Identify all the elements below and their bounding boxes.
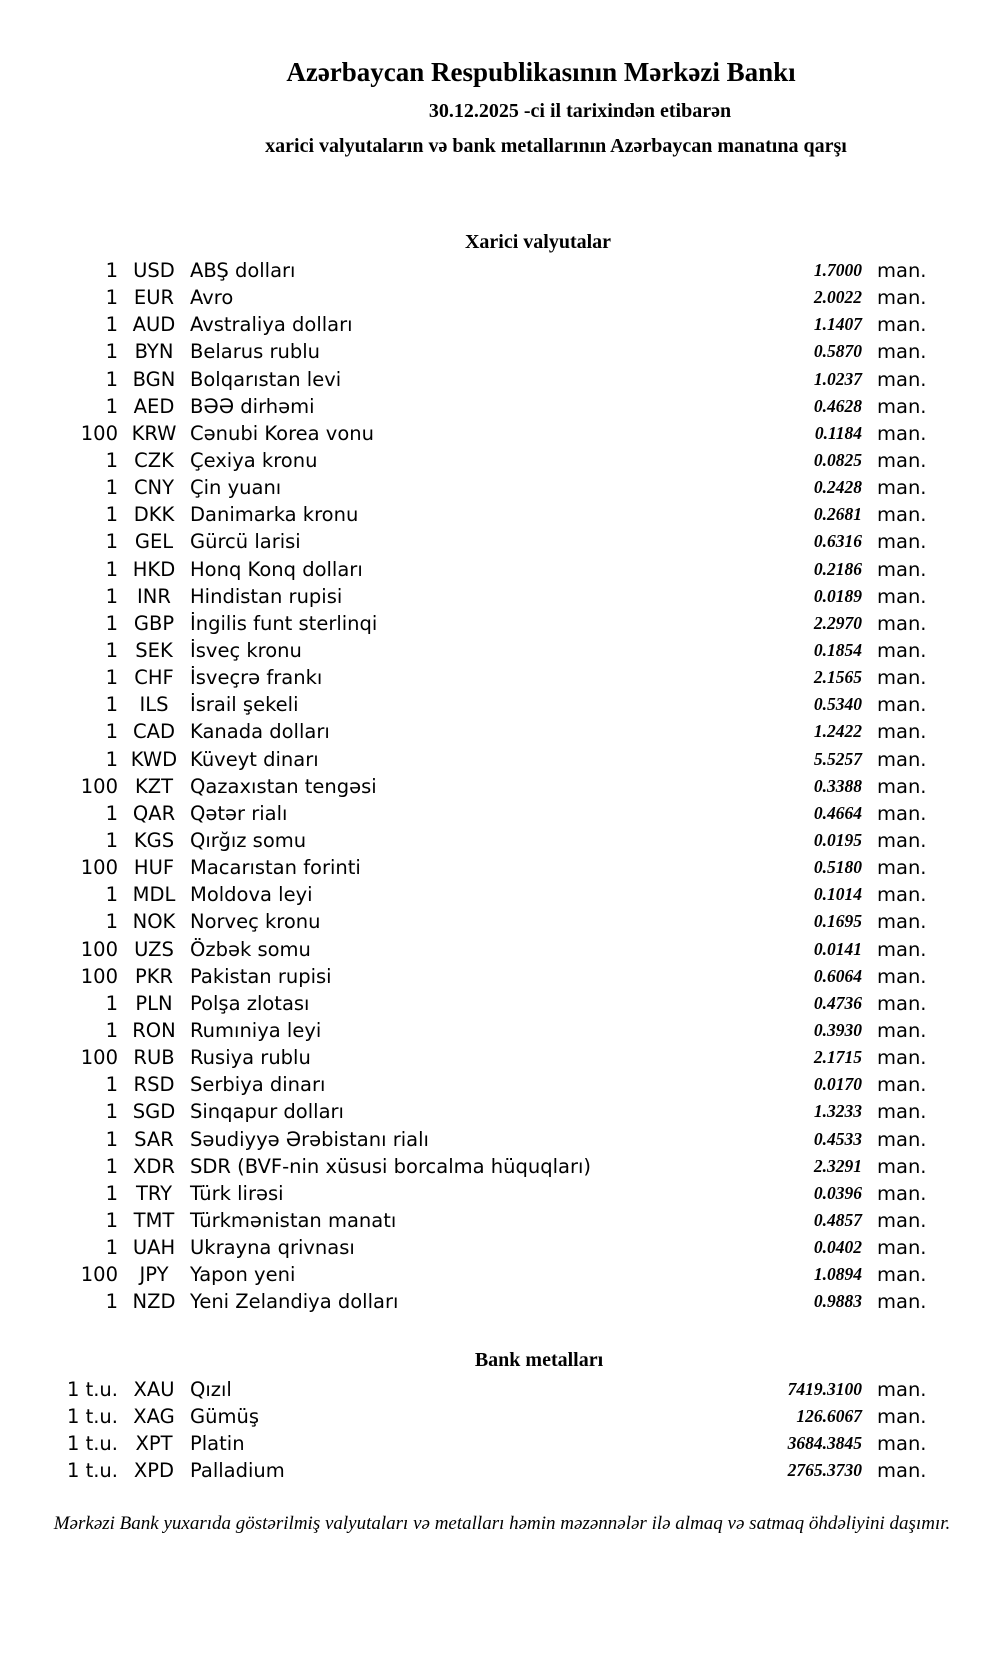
unit-label-cell: man. xyxy=(877,1236,927,1260)
currency-code-cell: JPY xyxy=(139,1263,169,1287)
quantity-cell: 1 xyxy=(105,557,118,581)
rate-value-cell: 1.3233 xyxy=(813,1101,862,1122)
currency-name-cell: Rusiya rublu xyxy=(190,1046,311,1070)
quantity-cell: 1 xyxy=(105,530,118,554)
page-title: Azərbaycan Respublikasının Mərkəzi Bankı xyxy=(286,57,796,87)
currency-name-cell: Qazaxıstan tengəsi xyxy=(190,774,377,798)
quantity-cell: 1 xyxy=(105,720,118,744)
currency-name-cell: SDR (BVF-nin xüsusi borcalma hüquqları) xyxy=(190,1154,592,1178)
rate-row xyxy=(0,447,928,474)
rate-row xyxy=(0,1044,928,1071)
unit-label-cell: man. xyxy=(877,1073,927,1097)
quantity-cell: 1 xyxy=(105,1073,118,1097)
unit-label-cell: man. xyxy=(877,1019,927,1042)
quantity-cell: 1 xyxy=(105,883,118,907)
currency-name-cell: Qətər rialı xyxy=(190,801,288,825)
rate-row xyxy=(0,773,928,800)
rate-row xyxy=(0,338,928,365)
rate-value-cell: 0.5870 xyxy=(813,341,862,362)
quantity-cell: 1 xyxy=(105,1236,118,1260)
currency-code-cell: BGN xyxy=(132,367,176,391)
currency-code-cell: MDL xyxy=(132,883,176,907)
currency-name-cell: BƏƏ dirhəmi xyxy=(190,394,315,418)
unit-label-cell: man. xyxy=(877,720,927,744)
unit-label-cell: man. xyxy=(877,1404,927,1428)
unit-label-cell: man. xyxy=(877,1208,927,1232)
currency-code-cell: SGD xyxy=(132,1100,176,1124)
quantity-cell: 1 xyxy=(105,340,118,364)
unit-label-cell: man. xyxy=(877,693,927,717)
rate-value-cell: 0.4857 xyxy=(813,1209,862,1230)
rate-row xyxy=(0,637,928,664)
currency-code-cell: QAR xyxy=(132,801,176,825)
rate-value-cell: 0.2428 xyxy=(813,477,862,498)
currency-code-cell: EUR xyxy=(133,286,175,310)
currency-code-cell: ILS xyxy=(139,693,169,717)
currency-code-cell: NZD xyxy=(132,1290,176,1314)
currency-code-cell: KWD xyxy=(130,747,178,771)
currency-code-cell: XAU xyxy=(133,1377,175,1401)
currency-name-cell: Polşa zlotası xyxy=(190,991,310,1015)
quantity-cell: 100 xyxy=(80,937,118,961)
quantity-cell: 1 xyxy=(105,991,118,1015)
rate-value-cell: 2765.3730 xyxy=(787,1459,862,1480)
unit-label-cell: man. xyxy=(877,964,927,988)
currency-code-cell: XPD xyxy=(133,1458,175,1482)
rate-value-cell: 0.0195 xyxy=(813,830,862,851)
rate-value-cell: 0.1854 xyxy=(813,640,862,661)
rate-value-cell: 0.4664 xyxy=(813,802,862,823)
unit-label-cell: man. xyxy=(877,774,927,798)
disclaimer-text: Mərkəzi Bank yuxarıda göstərilmiş valyutaları və metalları həmin məzənnələr ilə almaq və satmaq öhdəliyini daşımır. xyxy=(53,1513,951,1535)
currency-name-cell: Qırğız somu xyxy=(190,829,307,853)
quantity-cell: 1 xyxy=(105,313,118,337)
currency-name-cell: Cənubi Korea vonu xyxy=(190,421,374,445)
quantity-cell: 1 t.u. xyxy=(66,1458,118,1482)
currency-code-cell: KGS xyxy=(133,829,175,853)
metal-table xyxy=(0,1375,996,1484)
quantity-cell: 100 xyxy=(80,856,118,880)
unit-label-cell: man. xyxy=(877,856,927,880)
currency-code-cell: UAH xyxy=(132,1236,176,1260)
quantity-cell: 100 xyxy=(80,964,118,988)
unit-label-cell: man. xyxy=(877,747,927,771)
unit-label-cell: man. xyxy=(877,340,927,364)
quantity-cell: 1 xyxy=(105,693,118,717)
rate-value-cell: 5.5257 xyxy=(813,748,862,769)
currency-name-cell: ABŞ dolları xyxy=(190,259,296,283)
currency-code-cell: UZS xyxy=(134,937,174,961)
quantity-cell: 1 t.u. xyxy=(66,1377,118,1401)
unit-label-cell: man. xyxy=(877,259,927,283)
rate-value-cell: 0.9883 xyxy=(813,1291,862,1312)
currency-name-cell: Özbək somu xyxy=(190,937,311,961)
unit-label-cell: man. xyxy=(877,1046,927,1070)
currency-code-cell: CHF xyxy=(134,666,174,690)
rate-value-cell: 0.0141 xyxy=(813,938,862,959)
unit-label-cell: man. xyxy=(877,503,927,527)
rate-row xyxy=(0,420,928,447)
unit-label-cell: man. xyxy=(877,449,927,473)
unit-label-cell: man. xyxy=(877,937,927,961)
rate-value-cell: 0.5340 xyxy=(813,694,862,715)
unit-label-cell: man. xyxy=(877,530,927,554)
rate-value-cell: 0.1184 xyxy=(814,422,862,443)
currency-code-cell: USD xyxy=(133,259,175,283)
currency-code-cell: INR xyxy=(137,584,171,608)
rate-value-cell: 0.0402 xyxy=(813,1237,862,1258)
unit-label-cell: man. xyxy=(877,611,927,635)
currency-name-cell: Bolqarıstan levi xyxy=(190,367,342,391)
quantity-cell: 100 xyxy=(80,774,118,798)
currency-name-cell: Kanada dolları xyxy=(190,720,330,744)
currency-code-cell: NOK xyxy=(132,910,176,934)
currency-code-cell: TMT xyxy=(133,1208,175,1232)
quantity-cell: 1 xyxy=(105,503,118,527)
rate-row xyxy=(0,1126,928,1153)
unit-label-cell: man. xyxy=(877,910,927,934)
currencies-section-heading: Xarici valyutalar xyxy=(464,231,612,253)
unit-label-cell: man. xyxy=(877,1290,927,1314)
currency-name-cell: Serbiya dinarı xyxy=(190,1073,326,1097)
unit-label-cell: man. xyxy=(877,883,927,907)
unit-label-cell: man. xyxy=(877,584,927,608)
quantity-cell: 1 xyxy=(105,449,118,473)
currency-name-cell: İsrail şekeli xyxy=(190,693,299,717)
unit-label-cell: man. xyxy=(877,476,927,500)
currency-name-cell: Pakistan rupisi xyxy=(190,964,332,988)
rate-row xyxy=(0,691,928,718)
currency-name-cell: Belarus rublu xyxy=(190,340,321,364)
quantity-cell: 1 xyxy=(105,286,118,310)
rate-row xyxy=(0,1288,928,1315)
rate-value-cell: 0.4628 xyxy=(813,395,862,416)
rate-value-cell: 1.2422 xyxy=(813,721,862,742)
rate-value-cell: 2.2970 xyxy=(813,612,862,633)
quantity-cell: 1 xyxy=(105,801,118,825)
unit-label-cell: man. xyxy=(877,1263,927,1287)
rate-value-cell: 1.7000 xyxy=(813,260,862,281)
currency-code-cell: GEL xyxy=(134,530,174,554)
unit-label-cell: man. xyxy=(877,394,927,418)
currency-code-cell: XDR xyxy=(133,1154,175,1178)
quantity-cell: 1 xyxy=(105,1154,118,1178)
rate-row xyxy=(0,908,928,935)
quantity-cell: 1 t.u. xyxy=(66,1404,118,1428)
rate-row xyxy=(0,556,928,583)
currency-code-cell: HKD xyxy=(132,557,176,581)
quantity-cell: 100 xyxy=(80,1263,118,1287)
quantity-cell: 1 xyxy=(105,1127,118,1151)
rate-row xyxy=(0,1207,928,1234)
rate-row xyxy=(0,1017,928,1044)
unit-label-cell: man. xyxy=(877,829,927,853)
unit-label-cell: man. xyxy=(877,367,927,391)
currency-code-cell: CZK xyxy=(134,449,174,473)
unit-label-cell: man. xyxy=(877,313,927,337)
currency-name-cell: Küveyt dinarı xyxy=(190,747,319,771)
rate-row xyxy=(0,1457,928,1484)
quantity-cell: 1 xyxy=(105,584,118,608)
currency-code-cell: RUB xyxy=(133,1046,175,1070)
unit-label-cell: man. xyxy=(877,666,927,690)
rate-row xyxy=(0,366,928,393)
rate-value-cell: 3684.3845 xyxy=(787,1432,862,1453)
quantity-cell: 1 xyxy=(105,394,118,418)
rate-row xyxy=(0,1071,928,1098)
metals-section-heading: Bank metalları xyxy=(474,1349,604,1372)
rate-row xyxy=(0,963,928,990)
rate-value-cell: 0.0825 xyxy=(813,450,862,471)
rate-value-cell: 1.1407 xyxy=(813,314,862,335)
unit-label-cell: man. xyxy=(877,991,927,1015)
currency-name-cell: Yeni Zelandiya dolları xyxy=(190,1290,399,1314)
currency-code-cell: DKK xyxy=(133,503,175,527)
rate-value-cell: 0.3930 xyxy=(813,1020,862,1040)
unit-label-cell: man. xyxy=(877,1431,927,1455)
rate-value-cell: 0.6316 xyxy=(813,531,862,552)
quantity-cell: 1 xyxy=(105,367,118,391)
rate-value-cell: 7419.3100 xyxy=(787,1378,862,1399)
currency-name-cell: Macarıstan forinti xyxy=(190,856,361,880)
currency-name-cell: Qızıl xyxy=(190,1377,232,1401)
currency-name-cell: Hindistan rupisi xyxy=(190,584,343,608)
quantity-cell: 1 xyxy=(105,747,118,771)
rate-value-cell: 0.3388 xyxy=(813,775,862,796)
rate-value-cell: 0.0396 xyxy=(813,1182,862,1203)
rate-value-cell: 0.4533 xyxy=(813,1128,862,1149)
rate-row xyxy=(0,474,928,501)
quantity-cell: 1 xyxy=(105,829,118,853)
rate-value-cell: 2.3291 xyxy=(813,1155,862,1176)
rate-value-cell: 0.5180 xyxy=(813,857,862,878)
currency-name-cell: Ukrayna qrivnası xyxy=(190,1236,355,1260)
rate-value-cell: 0.0189 xyxy=(813,585,862,606)
quantity-cell: 1 xyxy=(105,666,118,690)
currency-table xyxy=(0,257,996,1315)
currency-code-cell: TRY xyxy=(135,1181,173,1205)
currency-name-cell: Türk lirəsi xyxy=(190,1181,284,1205)
rate-row xyxy=(0,718,928,745)
rate-row xyxy=(0,1180,928,1207)
currency-code-cell: HUF xyxy=(133,856,175,880)
currency-name-cell: Platin xyxy=(190,1431,245,1455)
unit-label-cell: man. xyxy=(877,801,927,825)
rate-row xyxy=(0,1375,928,1402)
currency-name-cell: Yapon yeni xyxy=(190,1263,296,1287)
rate-value-cell: 0.6064 xyxy=(813,965,862,986)
quantity-cell: 1 xyxy=(105,639,118,663)
unit-label-cell: man. xyxy=(877,1127,927,1151)
unit-label-cell: man. xyxy=(877,286,927,310)
quantity-cell: 100 xyxy=(80,421,118,445)
quantity-cell: 1 xyxy=(105,611,118,635)
rate-row xyxy=(0,990,928,1017)
quantity-cell: 1 xyxy=(105,1019,118,1042)
quantity-cell: 1 xyxy=(105,1181,118,1205)
rate-value-cell: 1.0894 xyxy=(813,1264,862,1285)
currency-code-cell: XPT xyxy=(135,1431,173,1455)
quantity-cell: 1 xyxy=(105,1100,118,1124)
rate-value-cell: 0.1695 xyxy=(813,911,862,932)
rate-value-cell: 126.6067 xyxy=(796,1405,862,1426)
rate-value-cell: 2.1565 xyxy=(813,667,862,688)
unit-label-cell: man. xyxy=(877,1154,927,1178)
currency-code-cell: CNY xyxy=(133,476,175,500)
currency-code-cell: PLN xyxy=(135,991,173,1015)
currency-name-cell: İngilis funt sterlinqi xyxy=(190,611,378,635)
rate-row xyxy=(0,936,928,963)
quantity-cell: 1 xyxy=(105,910,118,934)
rate-row xyxy=(0,257,928,284)
rate-row xyxy=(0,1234,928,1261)
unit-label-cell: man. xyxy=(877,1377,927,1401)
rate-value-cell: 1.0237 xyxy=(813,368,862,389)
rate-value-cell: 0.2681 xyxy=(813,504,862,525)
rate-row xyxy=(0,583,928,610)
effective-date-line: 30.12.2025 -ci il tarixindən etibarən xyxy=(428,100,732,122)
quantity-cell: 1 xyxy=(105,259,118,283)
currency-name-cell: Çin yuanı xyxy=(190,476,282,500)
currency-name-cell: Avro xyxy=(190,286,234,310)
rate-value-cell: 0.4736 xyxy=(813,992,862,1013)
rate-row xyxy=(0,610,928,637)
currency-code-cell: KRW xyxy=(131,421,177,445)
rate-row xyxy=(0,284,928,311)
currency-code-cell: XAG xyxy=(133,1404,175,1428)
currency-code-cell: KZT xyxy=(134,774,174,798)
currency-code-cell: AED xyxy=(133,394,175,418)
currency-name-cell: Səudiyyə Ərəbistanı rialı xyxy=(190,1127,429,1151)
rate-row xyxy=(0,800,928,827)
currency-name-cell: Avstraliya dolları xyxy=(190,313,353,337)
unit-label-cell: man. xyxy=(877,421,927,445)
currency-code-cell: SEK xyxy=(135,639,173,663)
currency-code-cell: RON xyxy=(132,1019,176,1042)
rate-row xyxy=(0,1261,928,1288)
page-subtitle: xarici valyutaların və bank metallarının Azərbaycan manatına qarşı xyxy=(265,135,847,157)
currency-code-cell: RSD xyxy=(133,1073,175,1097)
rate-row xyxy=(0,311,928,338)
rate-row xyxy=(0,1098,928,1125)
currency-code-cell: PKR xyxy=(134,964,174,988)
rate-row xyxy=(0,664,928,691)
rate-row xyxy=(0,881,928,908)
currency-name-cell: Honq Konq dolları xyxy=(190,557,363,581)
currency-name-cell: Sinqapur dolları xyxy=(190,1100,344,1124)
rate-row xyxy=(0,1430,928,1457)
rate-row xyxy=(0,827,928,854)
currency-name-cell: Gümüş xyxy=(190,1404,259,1428)
unit-label-cell: man. xyxy=(877,1100,927,1124)
rate-row xyxy=(0,393,928,420)
currency-code-cell: AUD xyxy=(132,313,176,337)
currency-name-cell: Moldova leyi xyxy=(190,883,313,907)
unit-label-cell: man. xyxy=(877,1181,927,1205)
currency-code-cell: GBP xyxy=(133,611,175,635)
currency-code-cell: CAD xyxy=(133,720,175,744)
currency-name-cell: Türkmənistan manatı xyxy=(190,1208,397,1232)
quantity-cell: 1 xyxy=(105,1208,118,1232)
quantity-cell: 100 xyxy=(80,1046,118,1070)
rate-value-cell: 0.2186 xyxy=(813,558,862,579)
rate-row xyxy=(0,746,928,773)
rate-value-cell: 2.0022 xyxy=(813,287,862,308)
rate-row xyxy=(0,1403,928,1430)
currency-name-cell: Palladium xyxy=(190,1458,285,1482)
rate-row xyxy=(0,501,928,528)
unit-label-cell: man. xyxy=(877,557,927,581)
currency-name-cell: Rumıniya leyi xyxy=(190,1019,322,1042)
currency-name-cell: Danimarka kronu xyxy=(190,503,359,527)
rate-row xyxy=(0,854,928,881)
quantity-cell: 1 t.u. xyxy=(66,1431,118,1455)
currency-name-cell: İsveç kronu xyxy=(190,639,302,663)
currency-code-cell: SAR xyxy=(134,1127,174,1151)
rate-value-cell: 2.1715 xyxy=(813,1047,862,1068)
quantity-cell: 1 xyxy=(105,476,118,500)
currency-name-cell: Çexiya kronu xyxy=(190,449,318,473)
unit-label-cell: man. xyxy=(877,639,927,663)
rate-value-cell: 0.0170 xyxy=(813,1074,862,1095)
rate-row xyxy=(0,528,928,555)
rate-value-cell: 0.1014 xyxy=(813,884,862,905)
unit-label-cell: man. xyxy=(877,1458,927,1482)
currency-name-cell: İsveçrə frankı xyxy=(190,666,323,690)
currency-name-cell: Norveç kronu xyxy=(190,910,321,934)
currency-name-cell: Gürcü larisi xyxy=(190,530,301,554)
quantity-cell: 1 xyxy=(105,1290,118,1314)
rate-row xyxy=(0,1153,928,1180)
currency-code-cell: BYN xyxy=(134,340,174,364)
